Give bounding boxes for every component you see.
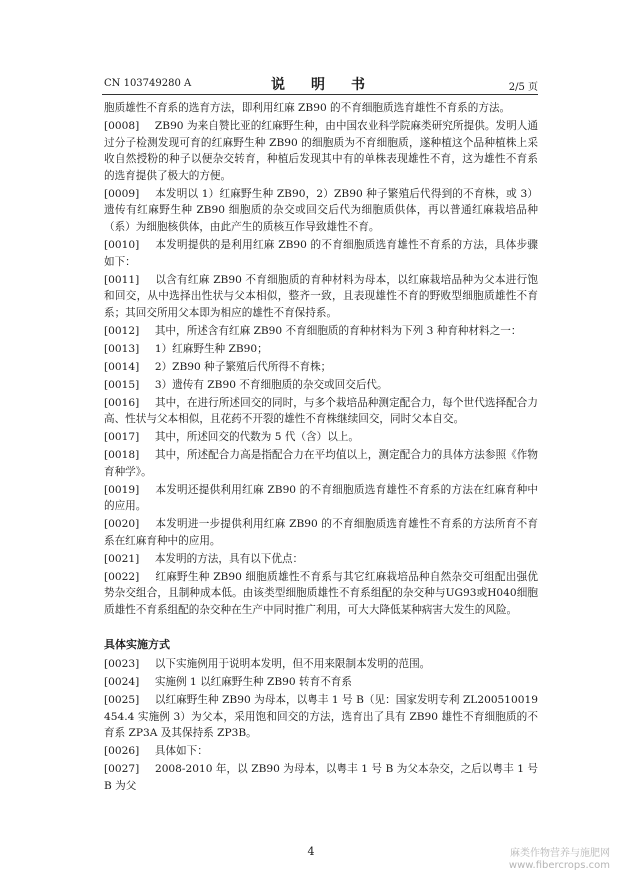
paragraph	[104, 656, 538, 673]
paragraph-text: 其中，所述配合力高是指配合力在平均值以上，测定配合力的具体方法参照《作物育种学》。	[104, 449, 539, 478]
paragraph-number: [0009]	[104, 187, 140, 200]
paragraph	[104, 692, 538, 742]
paragraph	[104, 272, 538, 322]
paragraph	[104, 743, 538, 760]
doc-title: 说 明 书	[271, 77, 371, 93]
paragraph	[104, 118, 538, 184]
paragraph	[104, 237, 538, 270]
paragraph-number: [0016]	[104, 396, 140, 409]
paragraph-number: [0014]	[104, 360, 140, 373]
paragraph-text: 以红麻野生种 ZB90 为母本，以粤丰 1 号 B（见：国家发明专利 ZL200510019454.4 实施例 3）为父本，采用饱和回交的方法，选育出了具有 ZB90 雄性不育细胞质的不育系 ZP3A 及其保持系 ZP3B。	[104, 694, 538, 740]
paragraph-number: [0020]	[104, 518, 140, 531]
paragraph-text: 本发明提供的是利用红麻 ZB90 的不育细胞质选育雄性不育系的方法，具体步骤如下：	[104, 238, 539, 268]
paragraph-text: 其中，所述含有红麻 ZB90 不育细胞质的育种材料为下列 3 种育种材料之一：	[154, 324, 522, 337]
paragraph-text: 本发明以 1）红麻野生种 ZB90，2）ZB90 种子繁殖后代得到的不育株，或 3）遗传有红麻野生种 ZB90 细胞质的杂交或回交后代为细胞质供体，再以普通红麻栽培品种（系）为细胞核供体，由此产生的质核互作导致雄性不育。	[104, 187, 538, 233]
paragraph-number: [0011]	[104, 273, 140, 286]
paragraph	[104, 395, 538, 428]
watermark-line2: www.fibercrops.com	[508, 860, 610, 871]
paragraph-text: ZB90 为来自赞比亚的红麻野生种，由中国农业科学院麻类研究所提供。发明人通过分子检测发现可育的红麻野生种 ZB90 的细胞质为不育细胞质，遂种植这个品种植株上采收自然授粉的种子以便杂交转育，种植后发现其中有的单株表现雄性不育，这为雄性不育系的选育提供了极大的方便。	[104, 119, 538, 182]
paragraph	[104, 377, 538, 394]
paragraph	[104, 569, 538, 619]
paragraph	[104, 551, 538, 568]
paragraph-text: 以下实施例用于说明本发明，但不用来限制本发明的范围。	[154, 658, 431, 671]
paragraph-text: 胞质雄性不育系的选育方法，即利用红麻 ZB90 的不育细胞质选育雄性不育系的方法。	[104, 102, 511, 114]
paragraph-text: 实施例 1 以红麻野生种 ZB90 转育不育系	[154, 676, 352, 689]
paragraph-number: [0023]	[104, 658, 140, 671]
paragraph-text: 本发明的方法，具有以下优点：	[154, 552, 304, 565]
header-rule	[102, 94, 538, 95]
section-heading: 具体实施方式	[104, 637, 170, 651]
watermark-line1: 麻类作物营养与施肥网	[510, 848, 610, 859]
paragraph	[104, 674, 538, 691]
paragraph-text: 2008-2010 年，以 ZB90 为母本，以粤丰 1 号 B 为父本杂交，之后以粤丰 1 号 B 为父	[104, 763, 539, 792]
paragraph-number: [0013]	[104, 342, 140, 355]
paragraph-number: [0024]	[104, 676, 140, 689]
paragraph	[104, 516, 538, 549]
paragraph	[104, 429, 538, 446]
paragraph	[104, 100, 538, 117]
paragraph-number: [0025]	[104, 694, 140, 707]
page-header	[104, 74, 538, 92]
paragraph-number: [0012]	[104, 324, 140, 337]
paragraph-text: 本发明进一步提供利用红麻 ZB90 的不育细胞质选育雄性不育系的方法所育不育系在红麻育种中的应用。	[104, 518, 539, 547]
paragraph	[104, 323, 538, 340]
paragraph-text: 1）红麻野生种 ZB90；	[154, 342, 268, 355]
paragraph-number: [0018]	[104, 449, 140, 462]
paragraph-text: 其中，所述回交的代数为 5 代（含）以上。	[154, 431, 359, 444]
paragraph-number: [0021]	[104, 552, 140, 565]
document-body	[104, 100, 538, 796]
paragraph	[104, 482, 538, 515]
paragraphs-bottom	[104, 656, 538, 794]
paragraph-text: 具体如下：	[154, 745, 208, 758]
paragraph-text: 其中，在进行所述回交的同时，与多个栽培品种测定配合力，每个世代选择配合力高、性状与父本相似，且花药不开裂的雄性不育株继续回交，同时父本自交。	[104, 396, 539, 426]
paragraph	[104, 359, 538, 376]
paragraph-text: 以含有红麻 ZB90 不育细胞质的育种材料为母本，以红麻栽培品种为父本进行饱和回交，从中选择出性状与父本相似，整齐一致，且表现雄性不育的野败型细胞质雄性不育系；其回交所用父本即为相应的雄性不育保持系。	[104, 273, 539, 319]
paragraph-number: [0015]	[104, 378, 140, 391]
watermark	[509, 848, 610, 872]
paragraph-number: [0008]	[104, 119, 140, 132]
paragraph-text: 3）遗传有 ZB90 不育细胞质的杂交或回交后代。	[154, 378, 388, 391]
paragraph-number: [0019]	[104, 483, 140, 496]
doc-number: CN 103749280 A	[104, 78, 192, 89]
paragraph-number: [0017]	[104, 431, 140, 444]
paragraph	[104, 341, 538, 358]
paragraph	[104, 761, 538, 794]
paragraph-text: 本发明还提供利用红麻 ZB90 的不育细胞质选育雄性不育系的方法在红麻育种中的应用。	[104, 483, 539, 513]
page-indicator: 2/5 页	[508, 82, 538, 93]
paragraph-text: 红麻野生种 ZB90 细胞质雄性不育系与其它红麻栽培品种自然杂交可组配出强优势杂交组合，且制种成本低。由该类型细胞质雄性不育系组配的杂交种与UG93或H040细胞质雄性不育系组配的杂交种在生产中同时推广利用，可大大降低某种病害大发生的风险。	[104, 570, 539, 617]
paragraph-number: [0022]	[104, 570, 140, 583]
paragraph-text: 2）ZB90 种子繁殖后代所得不育株；	[154, 360, 332, 373]
paragraph-number: [0026]	[104, 745, 140, 758]
paragraph	[104, 447, 538, 480]
paragraph-number: [0010]	[104, 238, 140, 251]
page-number: 4	[307, 845, 315, 858]
paragraphs-top	[104, 100, 538, 619]
paragraph	[104, 186, 538, 236]
paragraph-number: [0027]	[104, 763, 140, 776]
